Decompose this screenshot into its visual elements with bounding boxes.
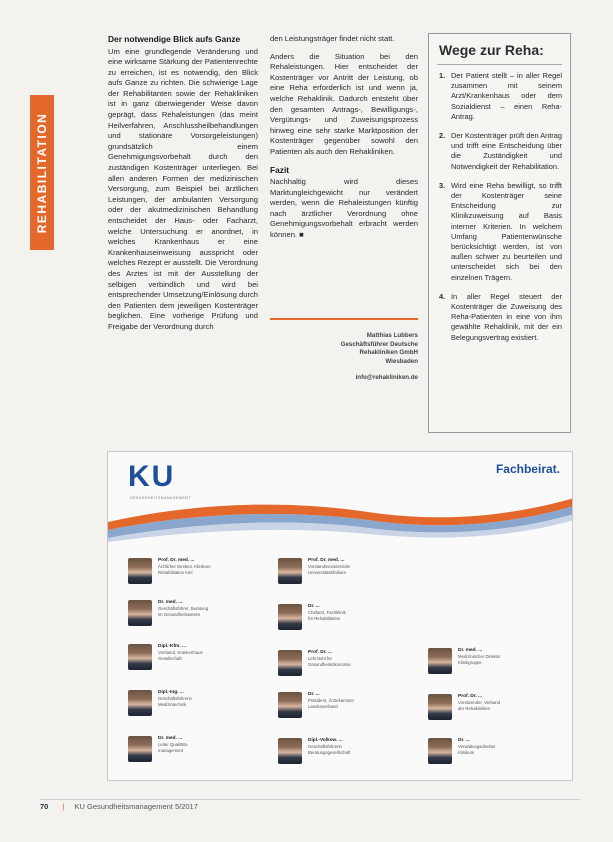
portrait-photo bbox=[278, 692, 302, 718]
footer-divider bbox=[40, 799, 580, 800]
member-role: Ärztlicher Direktor, Klinikum bbox=[158, 564, 211, 570]
author-line: Wiesbaden bbox=[385, 357, 418, 365]
member-detail: Gesellschaft bbox=[158, 655, 182, 661]
logo-subtitle: GESUNDHEITSMANAGEMENT bbox=[130, 496, 191, 500]
item-text: Wird eine Reha bewilligt, so trifft der Kostenträger seine Entscheidung zur Klinikzuweisung auf Basis interner Kriterien. In welchem Umfang Patientenwünsche berücksichtigt werden, ist von außen schwer zu beurteilen und unterscheidet sich bei den einzelnen Trägern. bbox=[451, 180, 562, 282]
board-member bbox=[128, 600, 278, 626]
member-role: Vorsitzender, Verband bbox=[458, 700, 501, 706]
ku-logo: KU bbox=[128, 460, 176, 493]
member-role: Leiter Qualitäts- bbox=[158, 742, 189, 748]
item-text: Der Kostenträger prüft den Antrag und trifft eine Entscheidung über die Zuständigkeit und Notwendigkeit der Rehabilitation. bbox=[451, 131, 562, 171]
portrait-photo bbox=[128, 600, 152, 626]
author-block bbox=[300, 332, 418, 383]
member-role: Geschäftsführer, Beratung bbox=[158, 606, 209, 612]
box-divider bbox=[437, 64, 562, 65]
magazine-name: KU Gesundheitsmanagement 5/2017 bbox=[74, 802, 198, 811]
board-member bbox=[128, 736, 278, 762]
member-role: Medizinischer Direktor bbox=[458, 654, 501, 660]
page-footer bbox=[40, 802, 198, 811]
ad-headline: Fachbeirat. bbox=[495, 462, 560, 476]
member-name: Dipl.-Ing. ... bbox=[158, 690, 184, 695]
item-number: 1. bbox=[439, 71, 446, 80]
portrait-photo bbox=[128, 690, 152, 716]
member-role: Vorstand, Krankenhaus bbox=[158, 650, 203, 656]
member-role: Lehrstuhl für bbox=[308, 656, 332, 662]
member-detail: Gesundheitsökonomie bbox=[308, 661, 351, 667]
article-column-1 bbox=[108, 34, 258, 340]
item-number: 2. bbox=[439, 131, 446, 141]
member-info bbox=[308, 738, 350, 755]
member-name: Prof. Dr. ... bbox=[458, 694, 482, 699]
member-name: Dipl.-Kfm. ... bbox=[158, 644, 186, 649]
portrait-photo bbox=[278, 650, 302, 676]
section-label: REHABILITATION bbox=[35, 112, 49, 233]
member-detail: Beratungsgesellschaft bbox=[308, 749, 351, 755]
portrait-photo bbox=[128, 558, 152, 584]
member-name: Prof. Dr. med. ... bbox=[308, 558, 345, 563]
board-member bbox=[278, 604, 428, 630]
author-name: Matthias Lubbers bbox=[366, 332, 418, 339]
member-info bbox=[158, 690, 192, 707]
member-detail: Universitätsklinikum bbox=[308, 569, 346, 575]
section-tab bbox=[30, 95, 54, 250]
page-number: 70 bbox=[40, 802, 49, 811]
member-info bbox=[458, 738, 496, 755]
member-detail: management bbox=[158, 747, 184, 753]
article-column-2 bbox=[270, 34, 418, 248]
board-member bbox=[278, 738, 428, 764]
member-detail: Klinikum bbox=[458, 749, 475, 755]
member-name: Prof. Dr. ... bbox=[308, 650, 332, 655]
board-member bbox=[128, 690, 278, 716]
member-role: Vorstandsvorsitzender bbox=[308, 564, 351, 570]
board-member bbox=[428, 648, 573, 674]
author-line: Rehakliniken GmbH bbox=[359, 349, 418, 356]
board-member bbox=[428, 738, 573, 764]
board-member bbox=[278, 650, 428, 676]
board-member bbox=[128, 644, 278, 670]
member-detail: Landesverband bbox=[308, 703, 338, 709]
paragraph: Um eine grundlegende Veränderung und eine wirksame Stärkung der Patientenrechte zu erreichen, ist es notwendig, den Blick aufs Ganze zu richten. Die schwierige Lage der Rehabilitanten sowie der Rehakliniken ist in ganz überwiegender Weise davon geprägt, dass Rehaleistungen (das meint Heilverfahren, Anschlussheilbehandlungen und stationäre Vorsorgeleistungen) grundsätzlich einem Genehmigungsvorbehalt durch den zuständigen Kostenträger unterliegen. Bei allen anderen Formen der medizinischen Versorgung, zum Beispiel bei ärztlichen Leistungen, der ambulanten Versorgung oder der akutmedizinischen Behandlung entscheidet der Haus- oder Facharzt, welche Untersuchung er anordnet, in welches Krankenhaus er eine Krankenhauseinweisung ausspricht oder welches Rezept er ausstellt. Die Verordnung des Arztes ist mit der Ausstellung der selbigen verbindlich und wird bei entsprechender Umsetzung/Einlösung durch den Patienten dem jeweiligen Kostenträger beglichen. Eine vorherige Prüfung und Freigabe der Verordnung durch bbox=[108, 46, 258, 331]
member-info bbox=[308, 692, 354, 709]
board-member bbox=[278, 692, 428, 718]
portrait-photo bbox=[428, 648, 452, 674]
box-title: Wege zur Reha: bbox=[439, 42, 544, 58]
member-detail: Rehabilitation Kiel bbox=[158, 569, 193, 575]
member-name: Dr. ... bbox=[308, 604, 320, 609]
board-member bbox=[128, 558, 278, 584]
footer-separator: | bbox=[62, 802, 65, 811]
member-name: Dr. med. ... bbox=[158, 736, 183, 741]
advertisement bbox=[107, 451, 573, 781]
portrait-photo bbox=[278, 738, 302, 764]
member-role: Geschäftsführerin bbox=[308, 744, 342, 750]
steps-list bbox=[429, 71, 570, 343]
item-text: In aller Regel steuert der Kostenträger die Zuweisung des Reha-Patienten in eine von ihm gewählte Rehaklinik, mit der ein Belegungsvertrag existiert. bbox=[451, 291, 562, 342]
member-name: Dr. med. ... bbox=[458, 648, 483, 653]
portrait-photo bbox=[128, 736, 152, 762]
member-info bbox=[458, 694, 500, 711]
member-info bbox=[158, 600, 208, 617]
member-role: Verwaltungsdirektor bbox=[458, 744, 496, 750]
paragraph: Nachhaltig wird dieses Marktungleichgewicht nur verändert werden, wenn die Rehaleistungen künftig nach ärztlicher Verordnung ohne Genehmigungsvorbehalt erbracht werden können. ■ bbox=[270, 177, 418, 239]
board-member bbox=[428, 694, 573, 720]
member-detail: Medizintechnik bbox=[158, 701, 187, 707]
list-item bbox=[439, 71, 562, 122]
member-name: Dr. ... bbox=[458, 738, 470, 743]
paragraph: den Leistungsträger findet nicht statt. bbox=[270, 34, 395, 43]
list-item bbox=[439, 292, 562, 343]
member-name: Dipl.-Volksw. ... bbox=[308, 738, 343, 743]
member-detail: für Rehabilitation bbox=[308, 615, 341, 621]
list-item bbox=[439, 131, 562, 172]
fazit-heading: Fazit bbox=[270, 164, 290, 175]
member-info bbox=[158, 736, 188, 753]
portrait-photo bbox=[278, 604, 302, 630]
item-number: 4. bbox=[439, 291, 446, 301]
author-line: Geschäftsführer Deutsche bbox=[340, 340, 418, 348]
portrait-photo bbox=[428, 738, 452, 764]
member-role: Präsident, Ärztekammer bbox=[308, 698, 355, 704]
member-detail: im Gesundheitswesen bbox=[158, 611, 201, 617]
paragraph: Anders die Situation bei den Rehaleistungen. Hier entscheidet der Kostenträger vor Antritt der Leistung, ob eine Reha erforderlich ist und wenn ja, welche Rehaklinik. Dadurch entsteht über den gesamten Antrags-, Bewilligungs-, Vergütungs- und Zuweisungsprozess hinweg eine sehr starke Marktposition der Kostenträger gegenüber sowohl den Patienten als auch den Rehakliniken. bbox=[270, 51, 418, 156]
member-info bbox=[458, 648, 501, 665]
member-name: Prof. Dr. med. ... bbox=[158, 558, 195, 563]
member-info bbox=[158, 644, 203, 661]
item-number: 3. bbox=[439, 180, 446, 190]
item-text: Der Patient stellt – in aller Regel zusammen mit seinem Arzt/Krankenhaus oder dem Sozialdienst – einen Reha-Antrag. bbox=[451, 71, 562, 121]
member-detail: Klinikgruppe bbox=[458, 659, 482, 665]
member-name: Dr. med. ... bbox=[158, 600, 183, 605]
member-info bbox=[158, 558, 211, 575]
member-info bbox=[308, 558, 351, 575]
member-role: Geschäftsführerin bbox=[158, 696, 192, 702]
list-item bbox=[439, 181, 562, 283]
section-heading: Der notwendige Blick aufs Ganze bbox=[108, 34, 241, 44]
portrait-photo bbox=[278, 558, 302, 584]
portrait-photo bbox=[128, 644, 152, 670]
member-name: Dr. ... bbox=[308, 692, 320, 697]
member-info bbox=[308, 604, 346, 621]
info-box bbox=[428, 33, 571, 433]
author-email[interactable]: info@rehakliniken.de bbox=[355, 374, 418, 381]
wave-graphic bbox=[108, 492, 573, 542]
divider bbox=[270, 318, 418, 320]
member-detail: der Rehakliniken bbox=[458, 705, 491, 711]
portrait-photo bbox=[428, 694, 452, 720]
board-member bbox=[278, 558, 428, 584]
member-role: Chefarzt, Fachklinik bbox=[308, 610, 346, 616]
member-info bbox=[308, 650, 351, 667]
